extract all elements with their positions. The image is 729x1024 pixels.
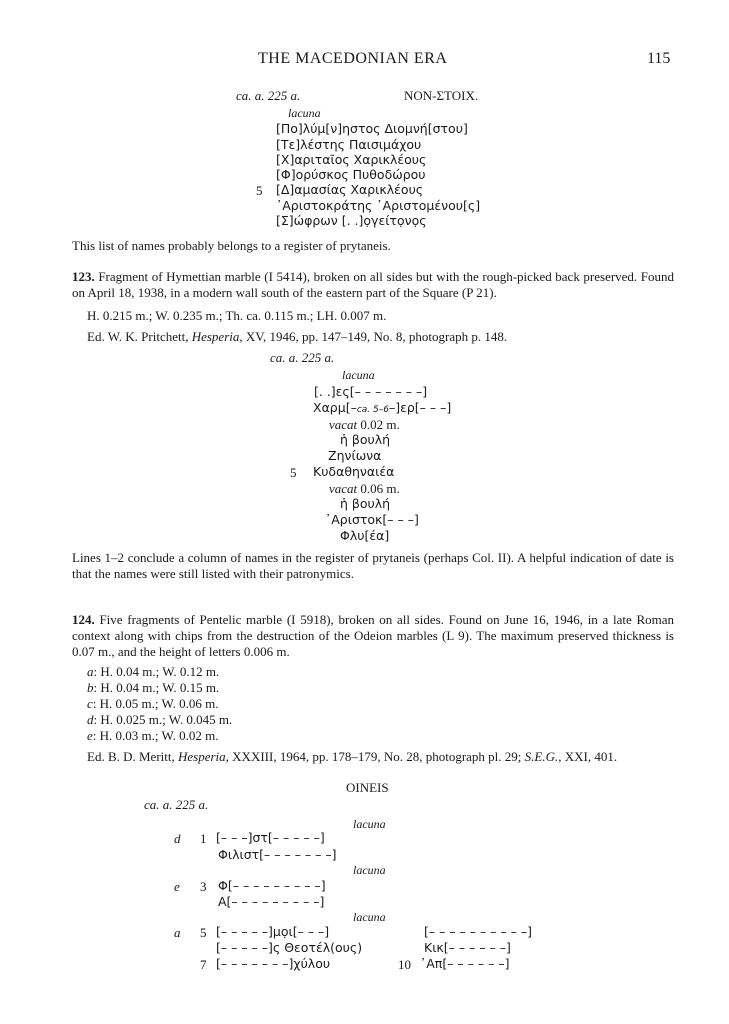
ed-mid: XXXIII, 1964, pp. 178–179, No. 28, photograph pl. 29; — [232, 749, 522, 764]
line-number: 10 — [398, 957, 411, 972]
running-header: THE MACEDONIAN ERA — [258, 50, 448, 67]
insc122-lacuna: lacuna — [288, 106, 321, 120]
insc124-number: 124. — [72, 612, 95, 627]
vacat-value: 0.06 m. — [360, 481, 400, 496]
insc123-ed-journal: Hesperia, — [191, 329, 243, 344]
insc124-lacuna: lacuna — [353, 910, 386, 924]
insc124-fragment-dims — [87, 681, 219, 694]
insc123-line: Ζηνίωνα — [328, 448, 382, 463]
insc122-note: This list of names probably belongs to a register of prytaneis. — [72, 238, 391, 253]
fragment-label-e: e — [174, 879, 180, 894]
insc123-line — [313, 402, 451, 415]
insc123-edition — [87, 330, 507, 343]
insc123-lacuna: lacuna — [342, 368, 375, 382]
insc123-line-number: 5 — [290, 465, 297, 480]
ed-seg: S.E.G., — [524, 749, 562, 764]
insc122-line: [Πο]λύμ[ν]ηστος Διομνή[στου] — [276, 121, 468, 136]
insc124-lacuna: lacuna — [353, 863, 386, 877]
fragment-label-d: d — [174, 831, 181, 846]
line-number: 5 — [200, 925, 207, 940]
fragment-dims: : H. 0.04 m.; W. 0.12 m. — [93, 664, 220, 679]
fragment-label-a: a — [174, 925, 181, 940]
insc124-line: [– – – – – – –]χύλου — [216, 956, 331, 971]
page-number: 115 — [647, 50, 671, 67]
insc124-line: [– – – – –]ς Θεοτέλ(ους) — [216, 940, 363, 955]
insc122-date: ca. a. 225 a. — [236, 88, 301, 103]
insc123-dimensions: H. 0.215 m.; W. 0.235 m.; Th. ca. 0.115 m.; LH. 0.007 m. — [87, 308, 387, 323]
insc124-line: Φ[– – – – – – – – –] — [218, 878, 326, 893]
insc123-line: ᾿Αριστοκ[– – –] — [325, 512, 419, 527]
insc124-desc-text: Five fragments of Pentelic marble (I 5918), broken on all sides. Found on June 16, 1946, in a late Roman context along with chips from the destruction of the Odeion marbles (L 9). The maximum preserved thickness is 0.07 m., and the height of letters 0.006 m. — [72, 612, 674, 659]
insc124-fragment-dims — [87, 665, 219, 678]
insc123-vacat — [329, 482, 400, 495]
fragment-dims: : H. 0.04 m.; W. 0.15 m. — [93, 680, 220, 695]
insc124-lacuna: lacuna — [353, 817, 386, 831]
insc123-line2-start: Χαρμ[– — [313, 400, 357, 415]
fragment-dims: : H. 0.025 m.; W. 0.045 m. — [93, 712, 233, 727]
ed-end: XXI, 401. — [564, 749, 618, 764]
insc124-line: Φιλιστ[– – – – – – –] — [218, 847, 337, 862]
insc122-style: NON-ΣΤΟΙΧ. — [404, 88, 479, 103]
fragment-label: e — [87, 728, 93, 743]
fragment-dims: : H. 0.03 m.; W. 0.02 m. — [92, 728, 219, 743]
insc124-tribe-heading: OINEIS — [346, 780, 389, 795]
vacat-label: vacat — [329, 481, 358, 496]
ed-journal: Hesperia, — [178, 749, 229, 764]
insc123-ed-rest: XV, 1946, pp. 147–149, No. 8, photograph p. 148. — [245, 329, 508, 344]
line-number: 1 — [200, 831, 207, 846]
insc124-edition — [87, 750, 617, 763]
insc123-line: ἡ βουλή — [340, 432, 391, 447]
insc124-line: Κικ[– – – – – –] — [424, 940, 511, 955]
fragment-label: b — [87, 680, 94, 695]
insc124-line: ᾿Απ[– – – – – –] — [420, 956, 510, 971]
insc123-line: ἡ βουλή — [340, 496, 391, 511]
insc123-line: Φλυ[έα] — [340, 528, 390, 543]
insc124-date: ca. a. 225 a. — [144, 797, 209, 812]
insc123-date: ca. a. 225 a. — [270, 350, 335, 365]
vacat-value: 0.02 m. — [360, 417, 400, 432]
insc123-line: [. .]ες[– – – – – – –] — [314, 384, 428, 399]
insc123-number: 123. — [72, 269, 95, 284]
insc124-fragment-dims — [87, 713, 232, 726]
insc122-line: [Χ]αριταῖος Χαρικλέους — [276, 152, 427, 167]
insc124-line: Α[– – – – – – – – –] — [218, 894, 325, 909]
insc122-line-number: 5 — [256, 183, 263, 198]
insc122-line: [Τε]λέστης Παισιμάχου — [276, 137, 422, 152]
insc123-line2-end: –]ερ[– – –] — [388, 400, 452, 415]
insc122-line: [Φ]ορύσκος Πυθοδώρου — [276, 167, 426, 182]
insc124-description — [72, 612, 674, 660]
insc124-fragment-dims — [87, 729, 218, 742]
vacat-label: vacat — [329, 417, 358, 432]
insc123-vacat — [329, 418, 400, 431]
insc122-line: ᾿Αριστοκράτης ᾿Αριστομένου[ς] — [276, 198, 481, 213]
insc124-line: [– – – – –]μọι[– – –] — [216, 924, 330, 939]
fragment-label: a — [87, 664, 94, 679]
insc124-line: [– – – – – – – – – –] — [424, 924, 533, 939]
fragment-label: c — [87, 696, 93, 711]
insc123-line: Κυδαθηναιέα — [313, 464, 395, 479]
insc123-line2-count: ca. 5–6 — [356, 405, 389, 415]
insc124-line: [– – –]στ[– – – – –] — [216, 830, 325, 845]
fragment-dims: : H. 0.05 m.; W. 0.06 m. — [92, 696, 219, 711]
insc123-description — [72, 269, 674, 301]
insc122-line: [Σ]ώφρων [. .]ọγείτọνọς — [276, 213, 427, 228]
fragment-label: d — [87, 712, 94, 727]
insc123-ed-prefix: Ed. W. K. Pritchett, — [87, 329, 189, 344]
insc124-fragment-dims — [87, 697, 218, 710]
line-number: 7 — [200, 957, 207, 972]
line-number: 3 — [200, 879, 207, 894]
ed-prefix: Ed. B. D. Meritt, — [87, 749, 175, 764]
insc123-desc-text: Fragment of Hymettian marble (I 5414), broken on all sides but with the rough-picked back preserved. Found on April 18, 1938, in a modern wall south of the eastern part of the Square (P 21). — [72, 269, 674, 300]
insc123-note: Lines 1–2 conclude a column of names in the register of prytaneis (perhaps Col. II). A helpful indication of date is that the names were still listed with their patronymics. — [72, 550, 674, 581]
insc122-line: [Δ]αμασίας Χαρικλέους — [276, 182, 424, 197]
